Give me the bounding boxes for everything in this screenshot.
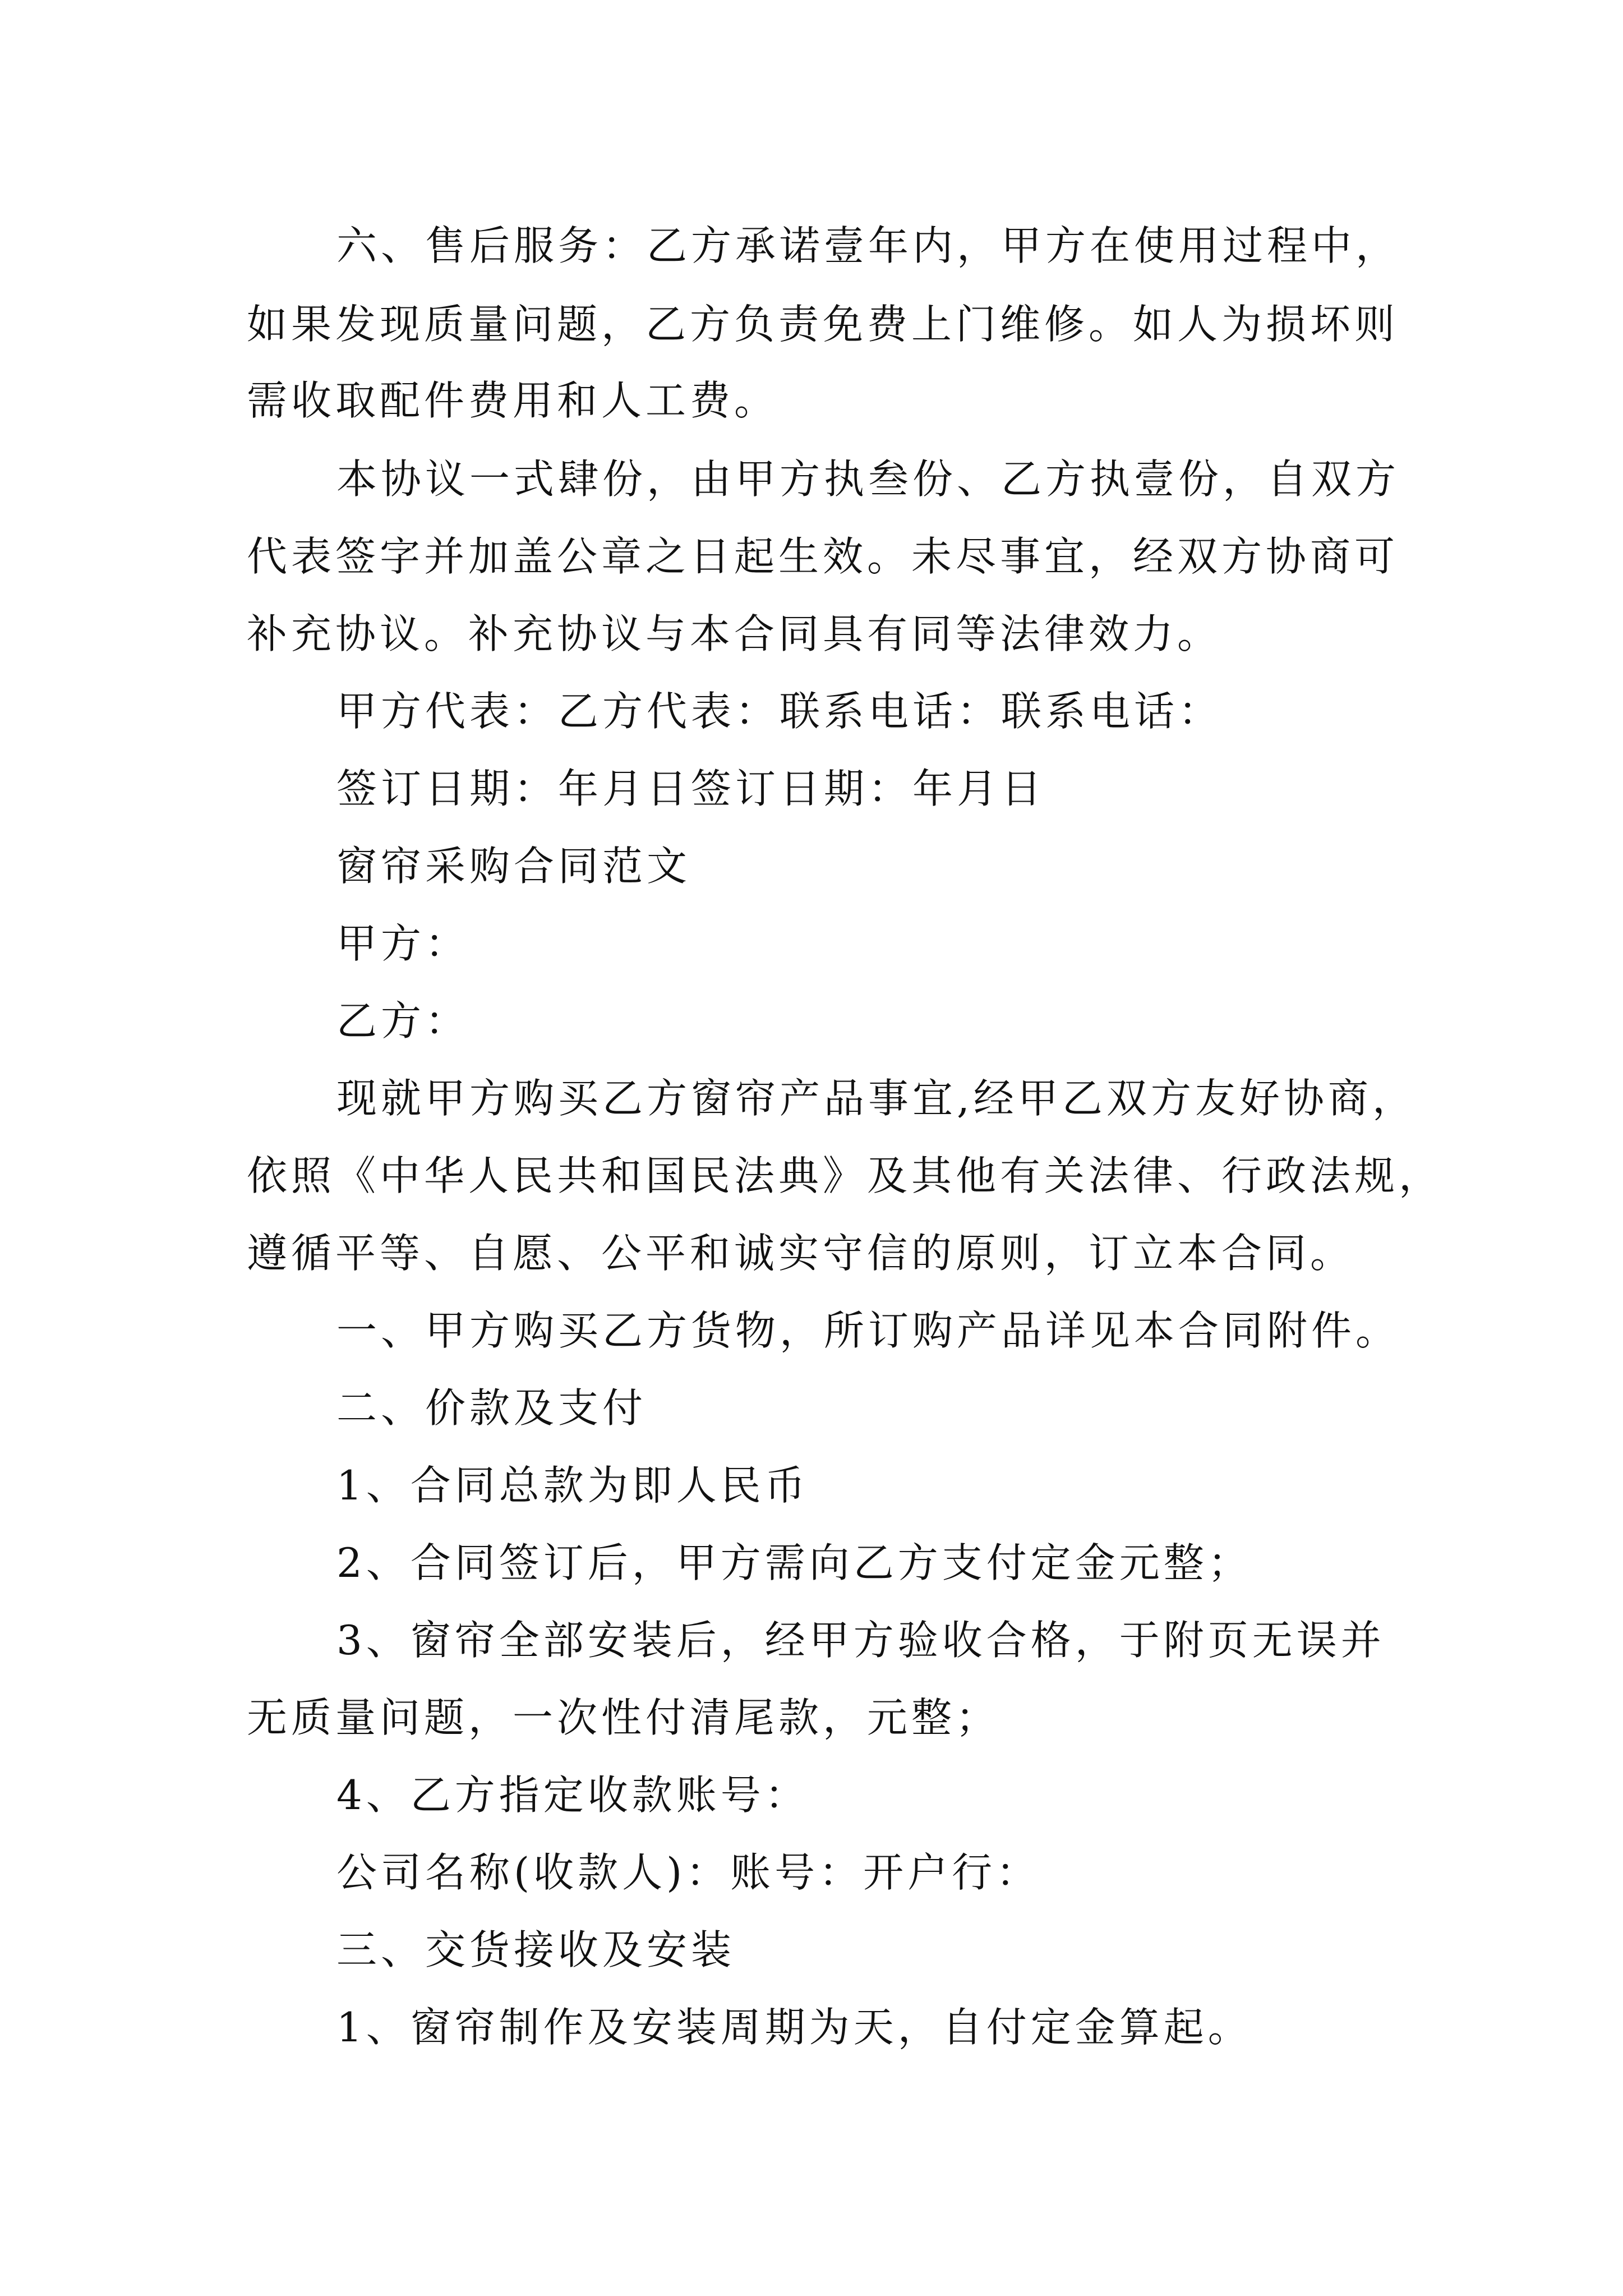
preamble-line-1: 现就甲方购买乙方窗帘产品事宜,经甲乙双方友好协商， <box>336 1075 1417 1122</box>
clause-1: 一、甲方购买乙方货物，所订购产品详见本合同附件。 <box>336 1307 1400 1354</box>
paragraph-copies-line-2: 代表签字并加盖公章之日起生效。未尽事宜，经双方协商可 <box>247 533 1399 580</box>
clause-3-item-1: 1、窗帘制作及安装周期为天，自付定金算起。 <box>336 2004 1252 2051</box>
paragraph-copies-line-1: 本协议一式肆份，由甲方执叁份、乙方执壹份，自双方 <box>336 455 1400 503</box>
paragraph-after-sales-line-3: 需收取配件费用和人工费。 <box>247 377 779 424</box>
clause-2-item-2: 2、合同签订后，甲方需向乙方支付定金元整； <box>336 1539 1252 1586</box>
payee-account-line: 公司名称(收款人)：账号：开户行： <box>336 1849 1041 1896</box>
clause-3-heading: 三、交货接收及安装 <box>336 1926 736 1973</box>
preamble-line-2: 依照《中华人民共和国民法典》及其他有关法律、行政法规， <box>247 1152 1444 1199</box>
preamble-line-3: 遵循平等、自愿、公平和诚实守信的原则，订立本合同。 <box>247 1230 1355 1277</box>
clause-2-item-4: 4、乙方指定收款账号： <box>336 1772 809 1819</box>
clause-2-item-3-line-1: 3、窗帘全部安装后，经甲方验收合格，于附页无误并 <box>336 1617 1385 1664</box>
paragraph-after-sales-line-2: 如果发现质量问题，乙方负责免费上门维修。如人为损坏则 <box>247 301 1399 348</box>
paragraph-after-sales-line-1: 六、售后服务：乙方承诺壹年内，甲方在使用过程中， <box>336 222 1400 269</box>
party-a-line: 甲方： <box>336 920 470 967</box>
paragraph-copies-line-3: 补充协议。补充协议与本合同具有同等法律效力。 <box>247 610 1222 657</box>
party-b-line: 乙方： <box>336 997 470 1045</box>
signing-date-line: 签订日期：年月日签订日期：年月日 <box>336 765 1046 812</box>
clause-2-item-1: 1、合同总款为即人民币 <box>336 1462 809 1509</box>
clause-2-heading: 二、价款及支付 <box>336 1384 647 1432</box>
signature-representatives-line: 甲方代表：乙方代表：联系电话：联系电话： <box>336 688 1223 735</box>
clause-2-item-3-line-2: 无质量问题，一次性付清尾款，元整； <box>247 1694 1000 1741</box>
contract-title: 窗帘采购合同范文 <box>336 843 691 890</box>
